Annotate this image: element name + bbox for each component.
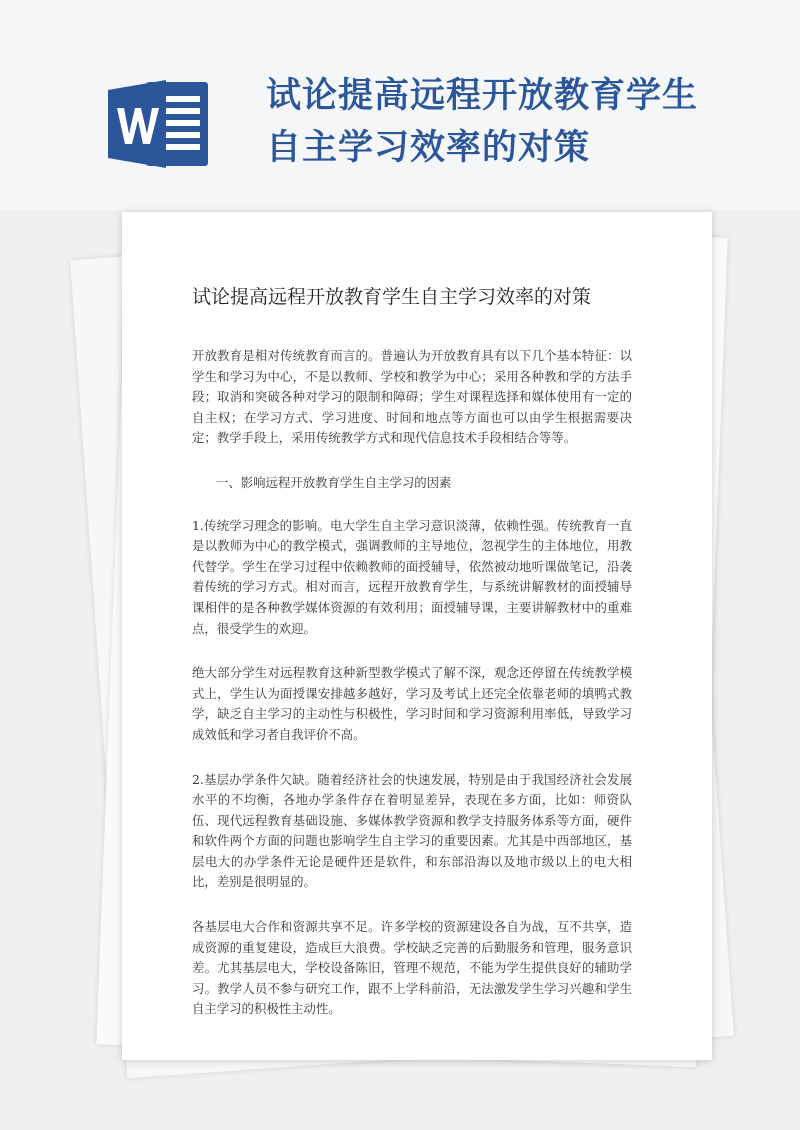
paragraph-factor-1: 1.传统学习理念的影响。电大学生自主学习意识淡薄，依赖性强。传统教育一直是以教师为中心的教学模式，强调教师的主导地位，忽视学生的主体地位，用教代替学。学生在学习过程中依赖教师的面授辅导，依然被动地听课做笔记，沿袭着传统的学习方式。相对而言，远程开放教育学生，与系统讲解教材的面授辅导课相伴的是各种教学媒体资源的有效利用；面授辅导课，主要讲解教材中的重难点，很受学生的欢迎。 [192, 517, 632, 636]
paragraph-intro: 开放教育是相对传统教育而言的。普遍认为开放教育具有以下几个基本特征：以学生和学习为中心，不是以教师、学校和教学为中心；采用各种教和学的方法手段；取消和突破各种对学习的限制和障碍；学生对课程选择和媒体使用有一定的自主权；在学习方式、学习进度、时间和地点等方面也可以由学生根据需要决定；教学手段上，采用传统教学方式和现代信息技术手段相结合等等。 [192, 348, 632, 446]
document-header-title: 试论提高远程开放教育学生自主学习效率的对策 [266, 75, 699, 168]
word-document-icon [108, 78, 212, 170]
paragraph-factor-2-detail: 各基层电大合作和资源共享不足。许多学校的资源建设各自为战，互不共享，造成资源的重复建设，造成巨大浪费。学校缺乏完善的后勤服务和管理，服务意识差。尤其基层电大，学校设备陈旧，管理不规范，不能为学生提供良好的辅助学习。教学人员不参与研究工作，跟不上学科前沿，无法激发学生学习兴趣和学生自主学习的积极性主动性。 [192, 919, 632, 1017]
paragraph-factor-1-detail: 绝大部分学生对远程教育这种新型教学模式了解不深，观念还停留在传统教学模式上，学生认为面授课安排越多越好，学习及考试上还完全依靠老师的填鸭式教学，缺乏自主学习的主动性与积极性，学习时间和学习资源利用率低，导致学习成效低和学习者自我评价不高。 [192, 665, 632, 742]
paragraph-factor-2: 2.基层办学条件欠缺。随着经济社会的快速发展，特别是由于我国经济社会发展水平的不均衡，各地办学条件存在着明显差异，表现在多方面，比如：师资队伍、现代远程教育基础设施、多媒体教学资源和教学支持服务体系等方面，硬件和软件两个方面的问题也影响学生自主学习的重要因素。尤其是中西部地区，基层电大的办学条件无论是硬件还是软件，和东部沿海以及地市级以上的电大相比，差别是很明显的。 [192, 771, 632, 890]
page-title: 试论提高远程开放教育学生自主学习效率的对策 [192, 286, 592, 308]
document-body [192, 346, 632, 1044]
section-heading: 一、影响远程开放教育学生自主学习的因素 [216, 474, 452, 490]
document-page [122, 212, 712, 1060]
